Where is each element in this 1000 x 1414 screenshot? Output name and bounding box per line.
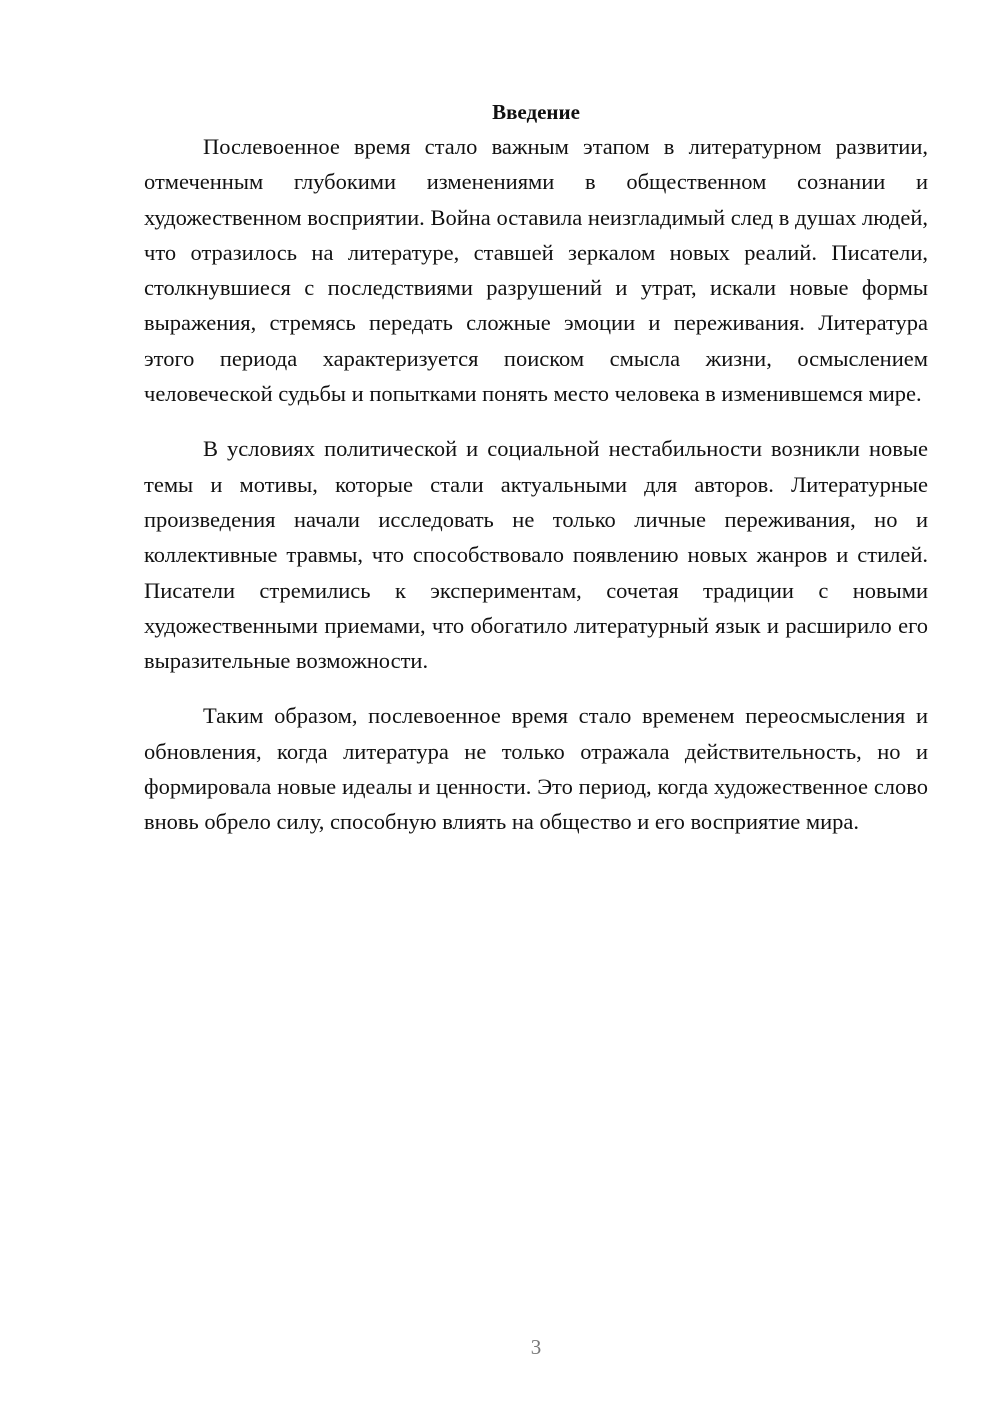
paragraph-1: Послевоенное время стало важным этапом в литературном развитии, отмеченным глубокими изменениями в общественном сознании и художественном восприятии. Война оставила неизгладимый след в душах людей, что отразилось на литературе, ставшей зеркалом новых реалий. Писатели, столкнувшиеся с последствиями разрушений и утрат, искали новые формы выражения, стремясь передать сложные эмоции и переживания. Литература этого периода характеризуется поиском смысла жизни, осмыслением человеческой судьбы и попытками понять место человека в изменившемся мире. [144, 134, 928, 407]
paragraph-3: Таким образом, послевоенное время стало временем переосмысления и обновления, когда литература не только отражала действительность, но и формировала новые идеалы и ценности. Это период, когда художественное слово вновь обрело силу, способную влиять на общество и его восприятие мира. [144, 703, 928, 835]
page-number: 3 [530, 1335, 542, 1359]
page-content [144, 95, 928, 840]
paragraph-2: В условиях политической и социальной нестабильности возникли новые темы и мотивы, которые стали актуальными для авторов. Литературные произведения начали исследовать не только личные переживания, но и коллективные травмы, что способствовало появлению новых жанров и стилей. Писатели стремились к экспериментам, сочетая традиции с новыми художественными приемами, что обогатило литературный язык и расширило его выразительные возможности. [144, 436, 928, 674]
section-heading: Введение [492, 100, 580, 124]
